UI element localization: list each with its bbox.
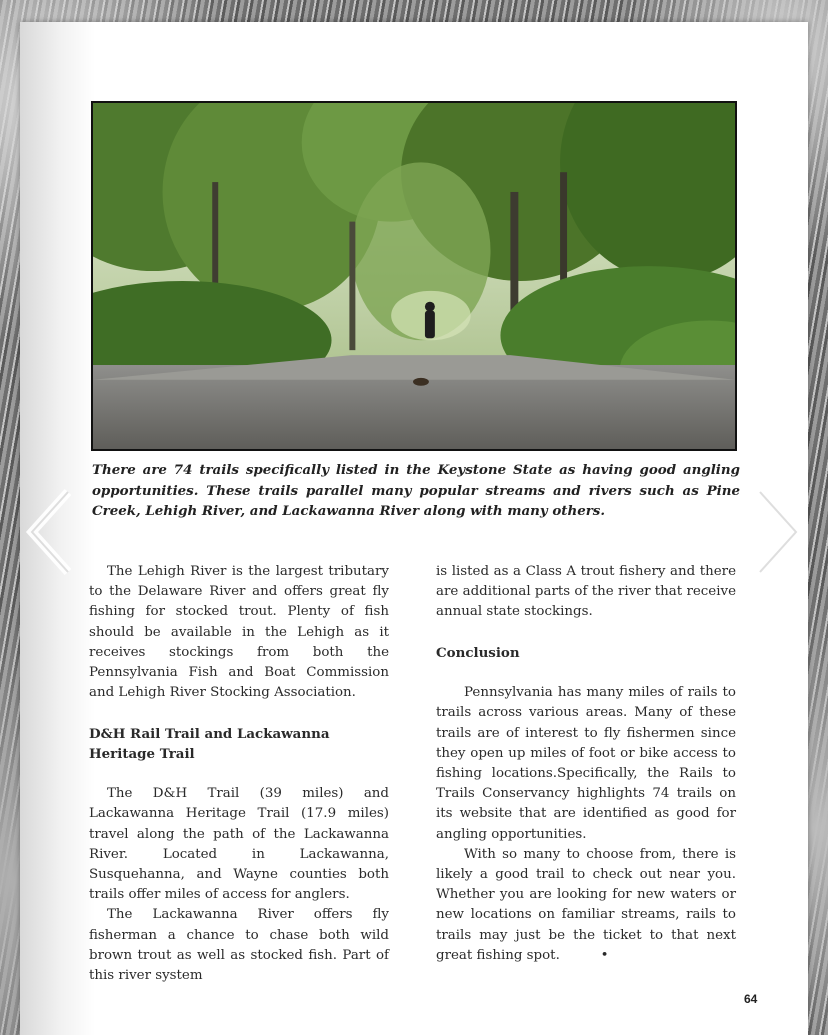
body-paragraph-final xyxy=(436,845,736,966)
trail-photo-image xyxy=(93,103,735,449)
body-paragraph: is listed as a Class A trout fishery and there are additional parts of the river that receive annual state stockings. xyxy=(436,564,736,620)
chevron-left-icon xyxy=(22,486,78,578)
section-heading: D&H Rail Trail and Lackawanna Heritage Trail xyxy=(89,725,330,762)
trail-photo xyxy=(91,101,737,451)
body-paragraph: The Lackawanna River offers fly fisherman a chance to chase both wild brown trout as well as stocked fish. Part of this river system xyxy=(89,907,389,984)
page-number: 64 xyxy=(744,992,758,1006)
chevron-right-icon xyxy=(750,486,806,578)
end-mark: • xyxy=(600,947,609,963)
left-column xyxy=(89,562,389,986)
final-paragraph-text: With so many to choose from, there is likely a good trail to check out near you. Whether you are looking for new waters or new locations on familiar streams, rails to trails may just be the ticket to that next great fishing spot. xyxy=(436,846,736,963)
right-column xyxy=(436,562,736,966)
photo-caption: There are 74 trails specifically listed in the Keystone State as having good angling opportunities. These trails parallel many popular streams and rivers such as Pine Creek, Lehigh River, and Lackawanna River along with many others. xyxy=(92,462,740,519)
section-heading: Conclusion xyxy=(436,644,520,661)
body-paragraph: The D&H Trail (39 miles) and Lackawanna Heritage Trail (17.9 miles) travel along the path of the Lackawanna River. Located in Lackawanna, Susquehanna, and Wayne counties both trails offer miles of access for anglers. xyxy=(89,786,389,903)
body-paragraph: The Lehigh River is the largest tributary to the Delaware River and offers great fly fishing for stocked trout. Plenty of fish should be available in the Lehigh as it receives stockings from both the Pennsylvania Fish and Boat Commission and Lehigh River Stocking Association. xyxy=(89,564,389,701)
next-page-button[interactable] xyxy=(750,486,806,578)
previous-page-button[interactable] xyxy=(22,486,78,578)
body-paragraph: Pennsylvania has many miles of rails to trails across various areas. Many of these trails are of interest to fly fishermen since they open up miles of foot or bike access to fishing locations.Specifically, the Rails to Trails Conservancy highlights 74 trails on its website that are identified as good for angling opportunities. xyxy=(436,685,736,842)
